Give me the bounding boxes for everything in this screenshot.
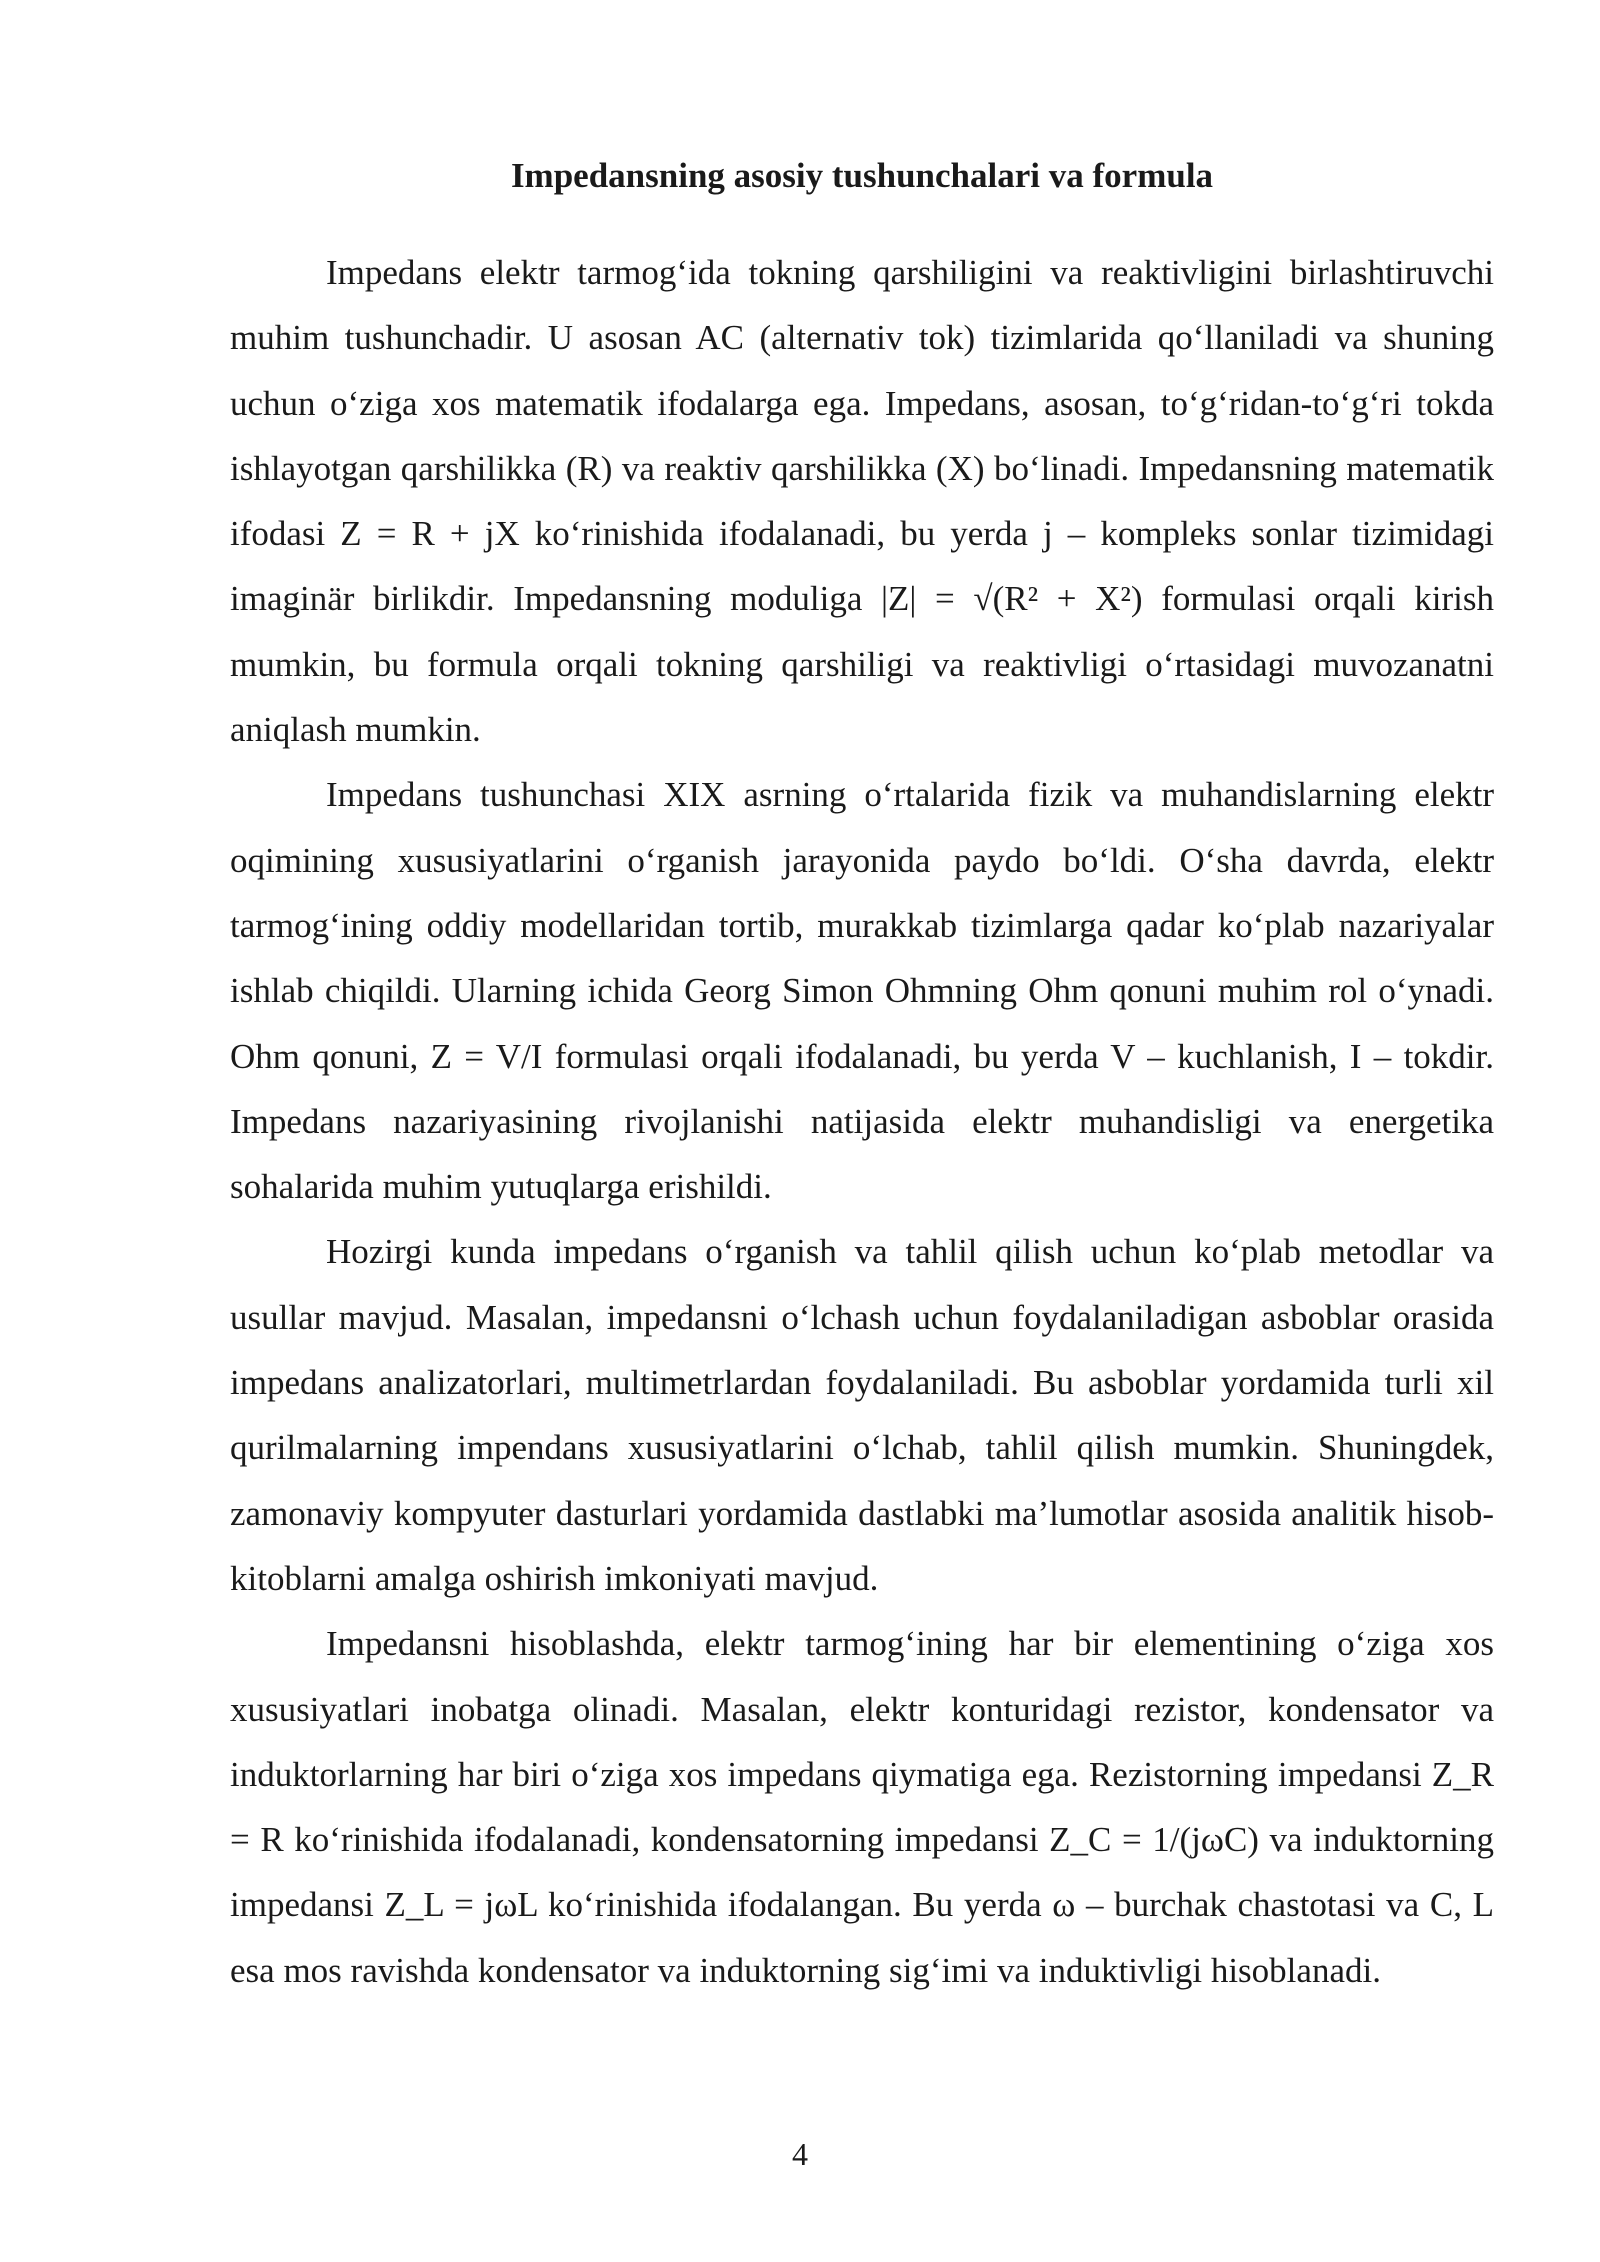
paragraph-1: Impedans elektr tarmog‘ida tokning qarshiligini va reaktivligini birlashtiruvchi muhim tushunchadir. U asosan AC (alternativ tok) tizimlarida qo‘llaniladi va shuning uchun o‘ziga xos matematik ifodalarga ega. Impedans, asosan, to‘g‘ridan-to‘g‘ri tokda ishlayotgan qarshilikka (R) va reaktiv qarshilikka (X) bo‘linadi. Impedansning matematik ifodasi Z = R + jX ko‘rinishida ifodalanadi, bu yerda j – kompleks sonlar tizimidagi imaginär birlikdir. Impedansning moduliga |Z| = √(R² + X²) formulasi orqali kirish mumkin, bu formula orqali tokning qarshiligi va reaktivligi o‘rtasidagi muvozanatni aniqlash mumkin. bbox=[230, 253, 1494, 750]
paragraph-3: Hozirgi kunda impedans o‘rganish va tahlil qilish uchun ko‘plab metodlar va usullar mavjud. Masalan, impedansni o‘lchash uchun foydalaniladigan asboblar orasida impedans analizatorlari, multimetrlardan foydalaniladi. Bu asboblar yordamida turli xil qurilmalarning impendans xususiyatlarini o‘lchab, tahlil qilish mumkin. Shuningdek, zamonaviy kompyuter dasturlari yordamida dastlabki ma’lumotlar asosida analitik hisob-kitoblarni amalga oshirish imkoniyati mavjud. bbox=[230, 1232, 1494, 1598]
body-text bbox=[230, 240, 1494, 2003]
paragraph-2: Impedans tushunchasi XIX asrning o‘rtalarida fizik va muhandislarning elektr oqimining xususiyatlarini o‘rganish jarayonida paydo bo‘ldi. O‘sha davrda, elektr tarmog‘ining oddiy modellaridan tortib, murakkab tizimlarga qadar ko‘plab nazariyalar ishlab chiqildi. Ularning ichida Georg Simon Ohmning Ohm qonuni muhim rol o‘ynadi. Ohm qonuni, Z = V/I formulasi orqali ifodalanadi, bu yerda V – kuchlanish, I – tokdir. Impedans nazariyasining rivojlanishi natijasida elektr muhandisligi va energetika sohalarida muhim yutuqlarga erishildi. bbox=[230, 775, 1494, 1207]
page-title: Impedansning asosiy tushunchalari va formula bbox=[510, 156, 1214, 195]
paragraph-4: Impedansni hisoblashda, elektr tarmog‘ining har bir elementining o‘ziga xos xususiyatlari inobatga olinadi. Masalan, elektr konturidagi rezistor, kondensator va induktorlarning har biri o‘ziga xos impedans qiymatiga ega. Rezistorning impedansi Z_R = R ko‘rinishida ifodalanadi, kondensatorning impedansi Z_C = 1/(jωC) va induktorning impedansi Z_L = jωL ko‘rinishida ifodalangan. Bu yerda ω – burchak chastotasi va C, L esa mos ravishda kondensator va induktorning sig‘imi va induktivligi hisoblanadi. bbox=[230, 1624, 1494, 1990]
page-number: 4 bbox=[792, 2136, 808, 2172]
